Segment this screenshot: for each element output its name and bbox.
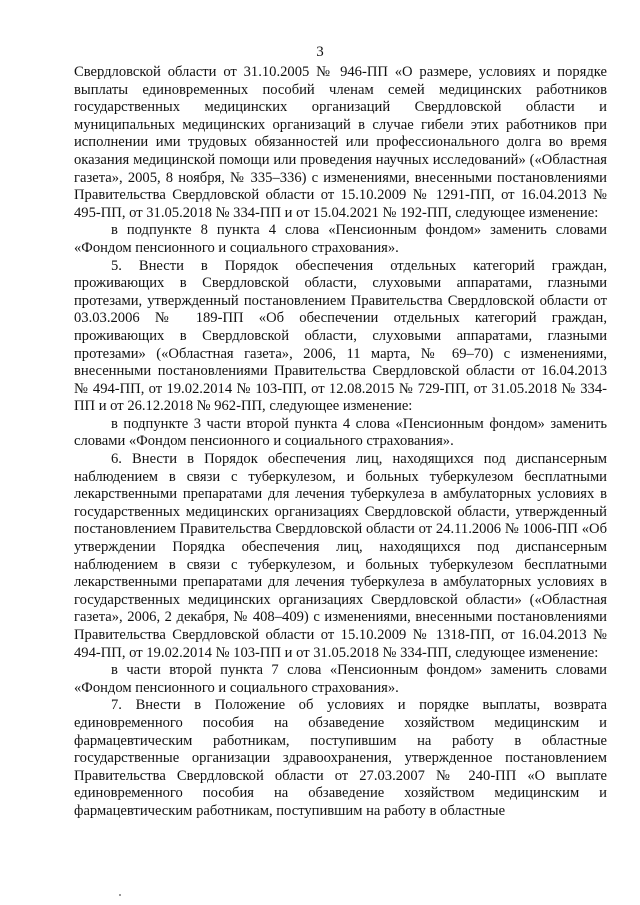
paragraph-continuation: Свердловской области от 31.10.2005 № 946-ПП «О размере, условиях и порядке выплаты единовременных пособий членам семей медицинских работников государственных медицинских организаций Свердловской области и муниципальных медицинских организаций в случае гибели этих работников при исполнении ими трудовых обязанностей или профессионального долга во время оказания медицинской помощи или проведения научных исследований» («Областная газета», 2005, 8 ноября, № 335–336) с изменениями, внесенными постановлениями Правительства Свердловской области от 15.10.2009 № 1291-ПП, от 16.04.2013 № 495-ПП, от 31.05.2018 № 334-ПП и от 15.04.2021 № 192-ПП, следующее изменение: [74, 64, 607, 221]
paragraph-amendment-item-6: в части второй пункта 7 слова «Пенсионным фондом» заменить словами «Фондом пенсионного и социального страхования». [74, 662, 607, 696]
paragraph-item-5: 5. Внести в Порядок обеспечения отдельных категорий граждан, проживающих в Свердловской области, слуховыми аппаратами, глазными протезами, утвержденный постановлением Правительства Свердловской области от 03.03.2006 № 189-ПП «Об обеспечении отдельных категорий граждан, проживающих в Свердловской области, слуховыми аппаратами, глазными протезами» («Областная газета», 2006, 11 марта, № 69–70) с изменениями, внесенными постановлениями Правительства Свердловской области от 16.04.2013 № 494-ПП, от 19.02.2014 № 103-ПП, от 12.08.2015 № 729-ПП, от 31.05.2018 № 334-ПП и от 26.12.2018 № 962-ПП, следующее изменение: [74, 257, 607, 415]
scan-speck [119, 894, 121, 896]
paragraph-amendment-item-5: в подпункте 3 части второй пункта 4 слова «Пенсионным фондом» заменить словами «Фондом пенсионного и социального страхования». [74, 415, 607, 450]
paragraph-item-6: 6. Внести в Порядок обеспечения лиц, находящихся под диспансерным наблюдением в связи с туберкулезом, и больных туберкулезом бесплатными лекарственными препаратами для лечения туберкулеза в амбулаторных условиях в государственных медицинских организациях Свердловской области, утвержденный постановлением Правительства Свердловской области от 24.11.2006 № 1006-ПП «Об утверждении Порядка обеспечения лиц, находящихся под диспансерным наблюдением в связи с туберкулезом, и больных туберкулезом бесплатными лекарственными препаратами для лечения туберкулеза в амбулаторных условиях в государственных медицинских организациях Свердловской области» («Областная газета», 2006, 2 декабря, № 408–409) с изменениями, внесенными постановлениями Правительства Свердловской области от 15.10.2009 № 1318-ПП, от 16.04.2013 № 494-ПП, от 19.02.2014 № 103-ПП и от 31.05.2018 № 334-ПП, следующее изменение: [74, 451, 607, 661]
document-body [74, 64, 607, 821]
paragraph-item-7: 7. Внести в Положение об условиях и порядке выплаты, возврата единовременного пособия на обзаведение хозяйством медицинским и фармацевтическим работникам, поступившим на работу в областные государственные организации здравоохранения, утвержденное постановлением Правительства Свердловской области от 27.03.2007 № 240-ПП «О выплате единовременного пособия на обзаведение хозяйством медицинским и фармацевтическим работникам, поступившим на работу в областные [74, 697, 607, 819]
paragraph-amendment-item-4: в подпункте 8 пункта 4 слова «Пенсионным фондом» заменить словами «Фондом пенсионного и социального страхования». [74, 222, 607, 256]
page-number: 3 [316, 44, 324, 60]
